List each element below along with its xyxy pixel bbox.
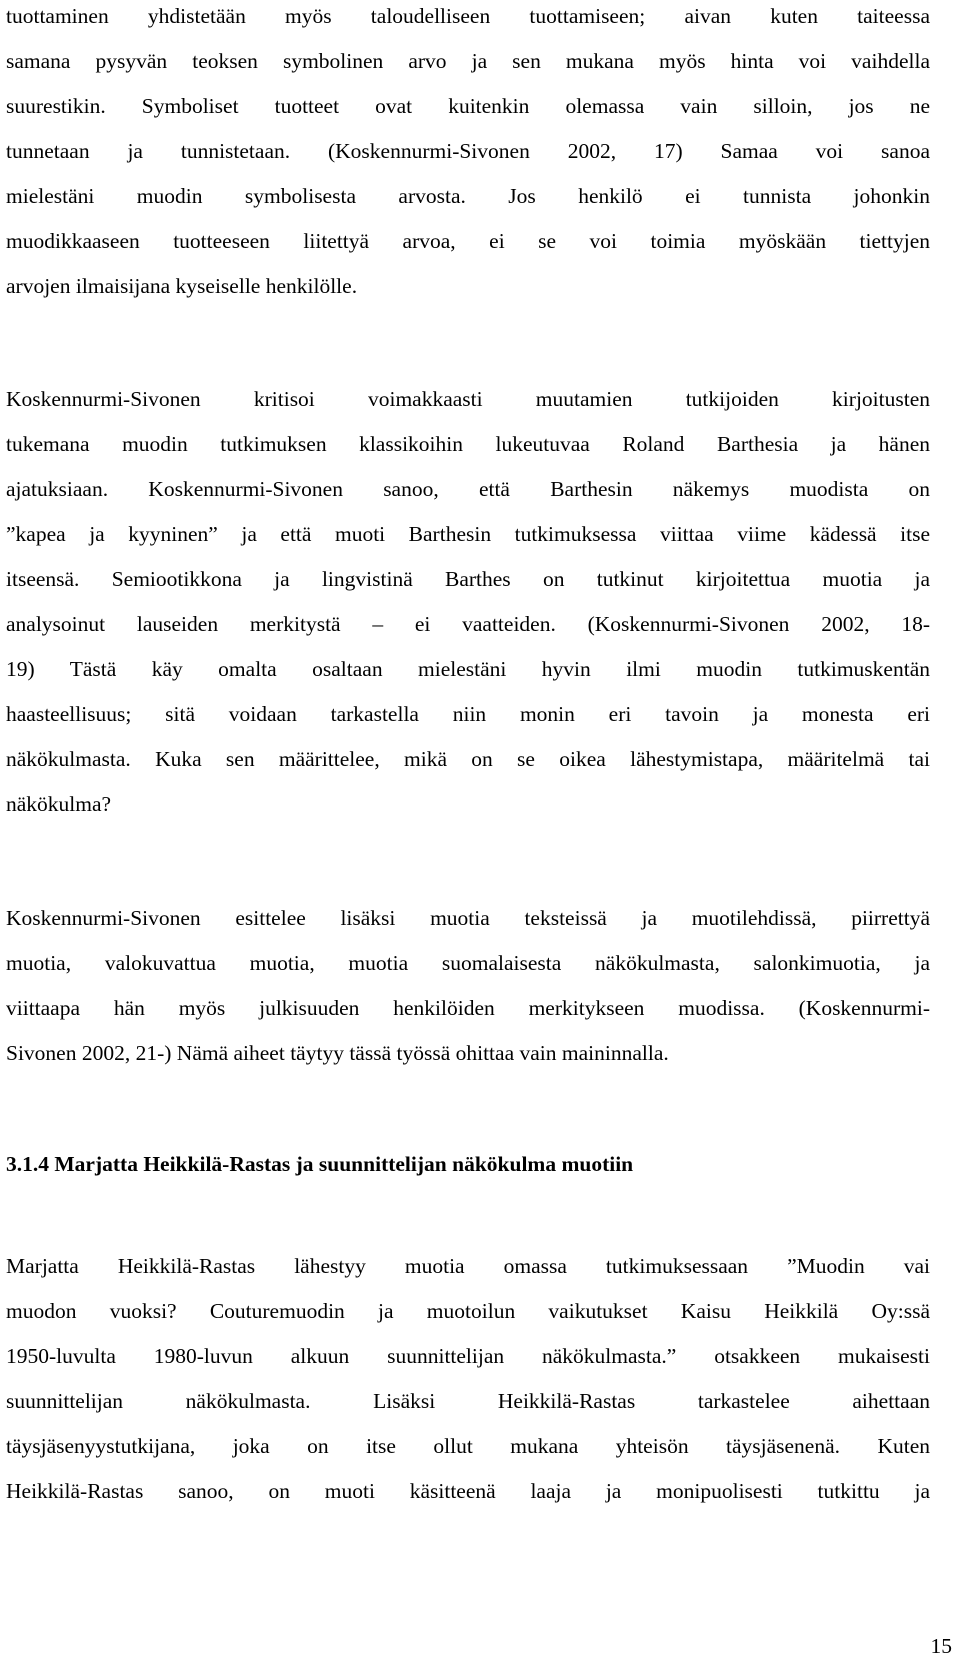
paragraph-4-line: 1950-luvulta 1980-luvun alkuun suunnittelijan näkökulmasta.” otsakkeen mukaisesti <box>6 1344 930 1368</box>
paragraph-2-line: haasteellisuus; sitä voidaan tarkastella niin monin eri tavoin ja monesta eri <box>6 702 930 726</box>
page-number: 15 <box>930 1634 952 1658</box>
paragraph-3-line: Koskennurmi-Sivonen esittelee lisäksi muotia teksteissä ja muotilehdissä, piirrettyä <box>6 906 930 930</box>
paragraph-2-line: analysoinut lauseiden merkitystä – ei vaatteiden. (Koskennurmi-Sivonen 2002, 18- <box>6 612 930 636</box>
paragraph-4-line: Heikkilä-Rastas sanoo, on muoti käsitteenä laaja ja monipuolisesti tutkittu ja <box>6 1479 930 1503</box>
paragraph-1-line: mielestäni muodin symbolisesta arvosta. Jos henkilö ei tunnista johonkin <box>6 184 930 208</box>
section-heading: 3.1.4 Marjatta Heikkilä-Rastas ja suunnittelijan näkökulma muotiin <box>6 1152 634 1176</box>
paragraph-3-line: viittaapa hän myös julkisuuden henkilöiden merkitykseen muodissa. (Koskennurmi- <box>6 996 930 1020</box>
paragraph-1-line: samana pysyvän teoksen symbolinen arvo ja sen mukana myös hinta voi vaihdella <box>6 49 930 73</box>
paragraph-1-line: arvojen ilmaisijana kyseiselle henkilölle. <box>6 274 358 298</box>
paragraph-1-line: tuottaminen yhdistetään myös taloudelliseen tuottamiseen; aivan kuten taiteessa <box>6 4 930 28</box>
paragraph-4-line: suunnittelijan näkökulmasta. Lisäksi Heikkilä-Rastas tarkastelee aihettaan <box>6 1389 930 1413</box>
paragraph-2-line: ajatuksiaan. Koskennurmi-Sivonen sanoo, että Barthesin näkemys muodista on <box>6 477 930 501</box>
paragraph-3-line: muotia, valokuvattua muotia, muotia suomalaisesta näkökulmasta, salonkimuotia, ja <box>6 951 930 975</box>
paragraph-2-line: itseensä. Semiootikkona ja lingvistinä Barthes on tutkinut kirjoitettua muotia ja <box>6 567 930 591</box>
paragraph-2-line: näkökulma? <box>6 792 112 816</box>
paragraph-4-line: Marjatta Heikkilä-Rastas lähestyy muotia omassa tutkimuksessaan ”Muodin vai <box>6 1254 930 1278</box>
paragraph-4-line: muodon vuoksi? Couturemuodin ja muotoilun vaikutukset Kaisu Heikkilä Oy:ssä <box>6 1299 930 1323</box>
paragraph-1-line: muodikkaaseen tuotteeseen liitettyä arvoa, ei se voi toimia myöskään tiettyjen <box>6 229 930 253</box>
paragraph-2-line: ”kapea ja kyyninen” ja että muoti Barthesin tutkimuksessa viittaa viime kädessä itse <box>6 522 930 546</box>
paragraph-2-line: 19) Tästä käy omalta osaltaan mielestäni hyvin ilmi muodin tutkimuskentän <box>6 657 930 681</box>
paragraph-2-line: Koskennurmi-Sivonen kritisoi voimakkaasti muutamien tutkijoiden kirjoitusten <box>6 387 930 411</box>
paragraph-2-line: tukemana muodin tutkimuksen klassikoihin lukeutuvaa Roland Barthesia ja hänen <box>6 432 930 456</box>
paragraph-4-line: täysjäsenyystutkijana, joka on itse ollut mukana yhteisön täysjäsenenä. Kuten <box>6 1434 930 1458</box>
paragraph-3-line: Sivonen 2002, 21-) Nämä aiheet täytyy tässä työssä ohittaa vain maininnalla. <box>6 1041 669 1065</box>
paragraph-1-line: tunnetaan ja tunnistetaan. (Koskennurmi-Sivonen 2002, 17) Samaa voi sanoa <box>6 139 930 163</box>
paragraph-1-line: suurestikin. Symboliset tuotteet ovat kuitenkin olemassa vain silloin, jos ne <box>6 94 930 118</box>
paragraph-2-line: näkökulmasta. Kuka sen määrittelee, mikä on se oikea lähestymistapa, määritelmä tai <box>6 747 930 771</box>
